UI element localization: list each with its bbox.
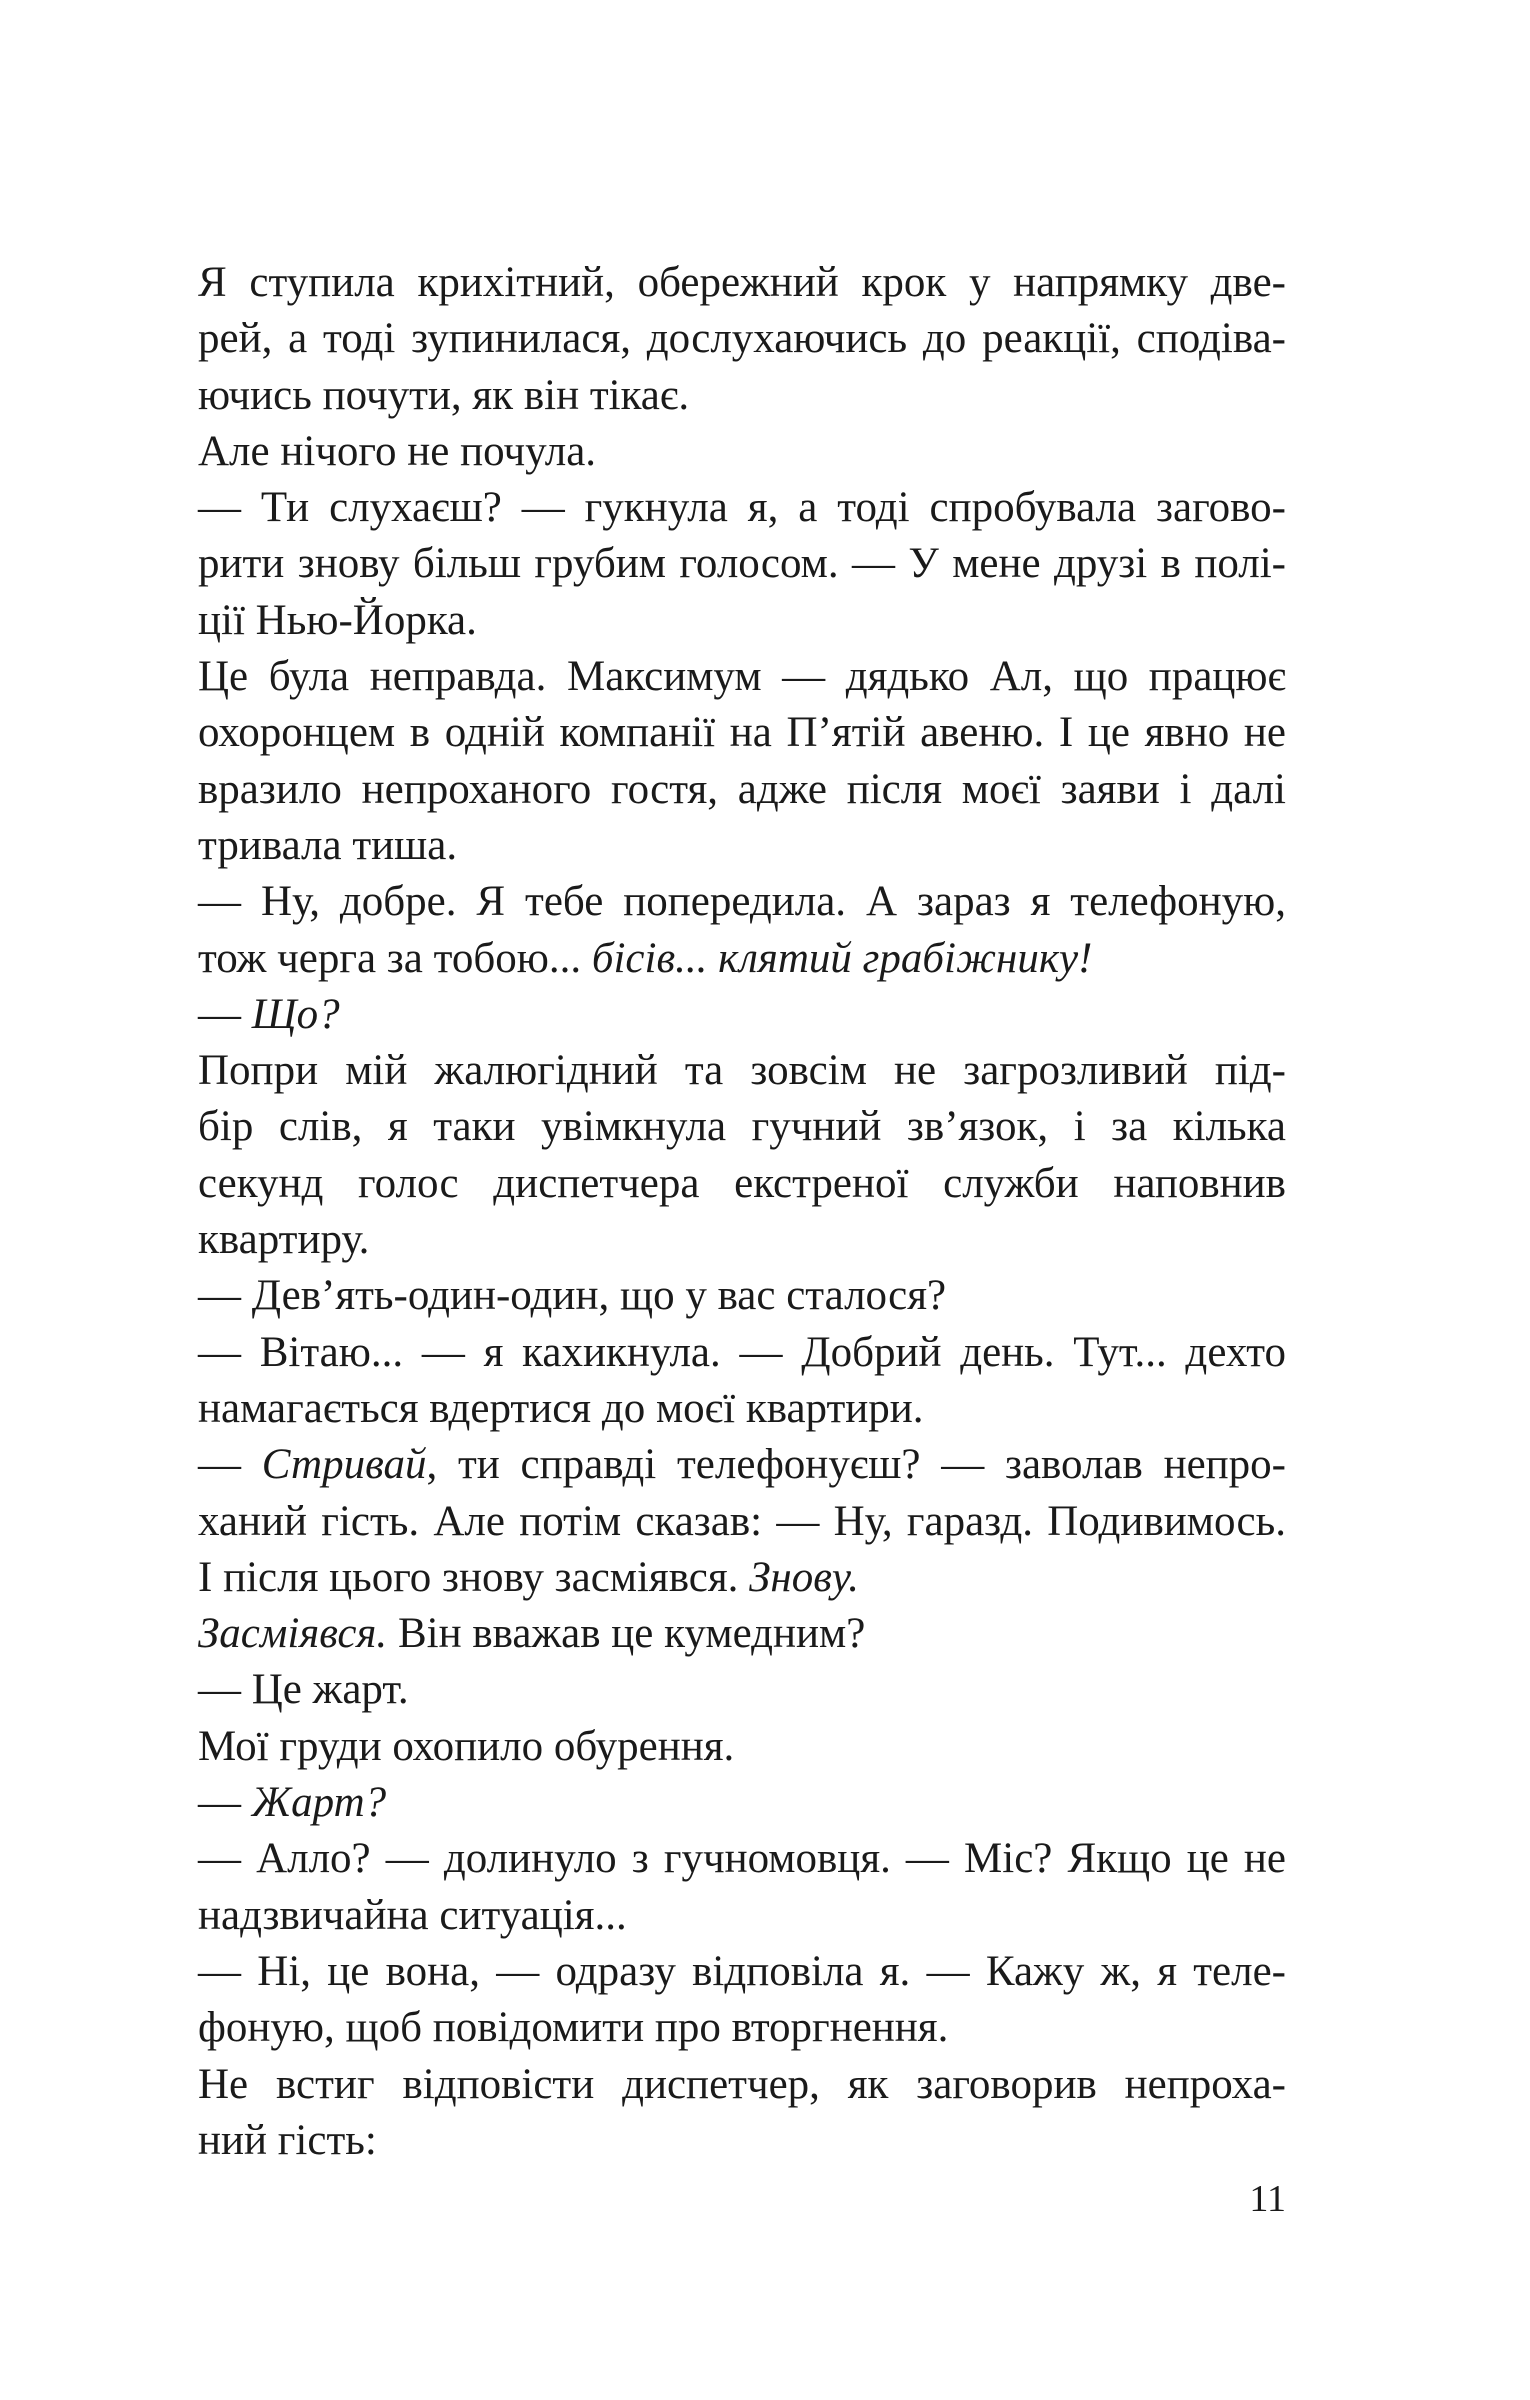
text-line: рити знову більш грубим голосом. — У мене друзі в полі- (198, 540, 1286, 588)
text-line: — Що? (198, 990, 340, 1038)
text-line: бір слів, я таки увімкнула гучний зв’язок, і за кілька (198, 1103, 1286, 1151)
text-line: Але нічого не почула. (198, 427, 597, 475)
text-line: тож черга за тобою... бісів... клятий грабіжнику! (198, 934, 1093, 982)
text-line: охоронцем в одній компанії на П’ятій авеню. І це явно не (198, 709, 1286, 757)
text-line: — Ти слухаєш? — гукнула я, а тоді спробувала загово- (198, 484, 1286, 532)
text-line: вразило непроханого гостя, адже після моєї заяви і далі (198, 765, 1286, 813)
text-line: намагається вдертися до моєї квартири. (198, 1384, 924, 1432)
text-line: Це була неправда. Максимум — дядько Ал, що працює (198, 653, 1286, 701)
text-line: — Вітаю... — я кахикнула. — Добрий день. Тут... дехто (198, 1328, 1286, 1376)
text-line: ханий гість. Але потім сказав: — Ну, гаразд. Подивимось. (198, 1497, 1286, 1545)
text-line: — Ну, добре. Я тебе попередила. А зараз я телефоную, (198, 878, 1286, 926)
text-line: фоную, щоб повідомити про вторгнення. (198, 2004, 949, 2052)
text-line: квартиру. (198, 1216, 370, 1264)
text-line: ний гість: (198, 2116, 377, 2164)
text-line: Не встиг відповісти диспетчер, як заговорив непроха- (198, 2060, 1286, 2108)
text-line: Засміявся. Він вважав це кумедним? (198, 1610, 866, 1658)
text-line: — Дев’ять-один-один, що у вас сталося? (198, 1272, 947, 1320)
text-line: рей, а тоді зупинилася, дослухаючись до реакції, сподіва- (198, 315, 1286, 363)
body-text (198, 255, 1286, 2169)
text-line: — Стривай, ти справді телефонуєш? — заволав непро- (198, 1441, 1286, 1489)
text-line: І після цього знову засміявся. Знову. (198, 1553, 860, 1601)
text-line: Я ступила крихітний, обережний крок у напрямку две- (198, 259, 1286, 306)
text-line: — Алло? — долинуло з гучномовця. — Міс? Якщо це не (198, 1835, 1286, 1883)
text-line: тривала тиша. (198, 821, 458, 869)
text-line: надзвичайна ситуація... (198, 1891, 627, 1939)
text-line: — Жарт? (198, 1779, 387, 1827)
text-line: ючись почути, як він тікає. (198, 371, 690, 419)
text-line: ції Нью-Йорка. (198, 596, 477, 644)
text-line: Мої груди охопило обурення. (198, 1722, 735, 1770)
text-line: Попри мій жалюгідний та зовсім не загрозливий під- (198, 1047, 1286, 1095)
text-line: секунд голос диспетчера екстреної служби наповнив (198, 1159, 1286, 1207)
text-line: — Це жарт. (198, 1666, 409, 1714)
page-number: 11 (1249, 2178, 1286, 2220)
text-line: — Ні, це вона, — одразу відповіла я. — Кажу ж, я теле- (198, 1947, 1286, 1995)
